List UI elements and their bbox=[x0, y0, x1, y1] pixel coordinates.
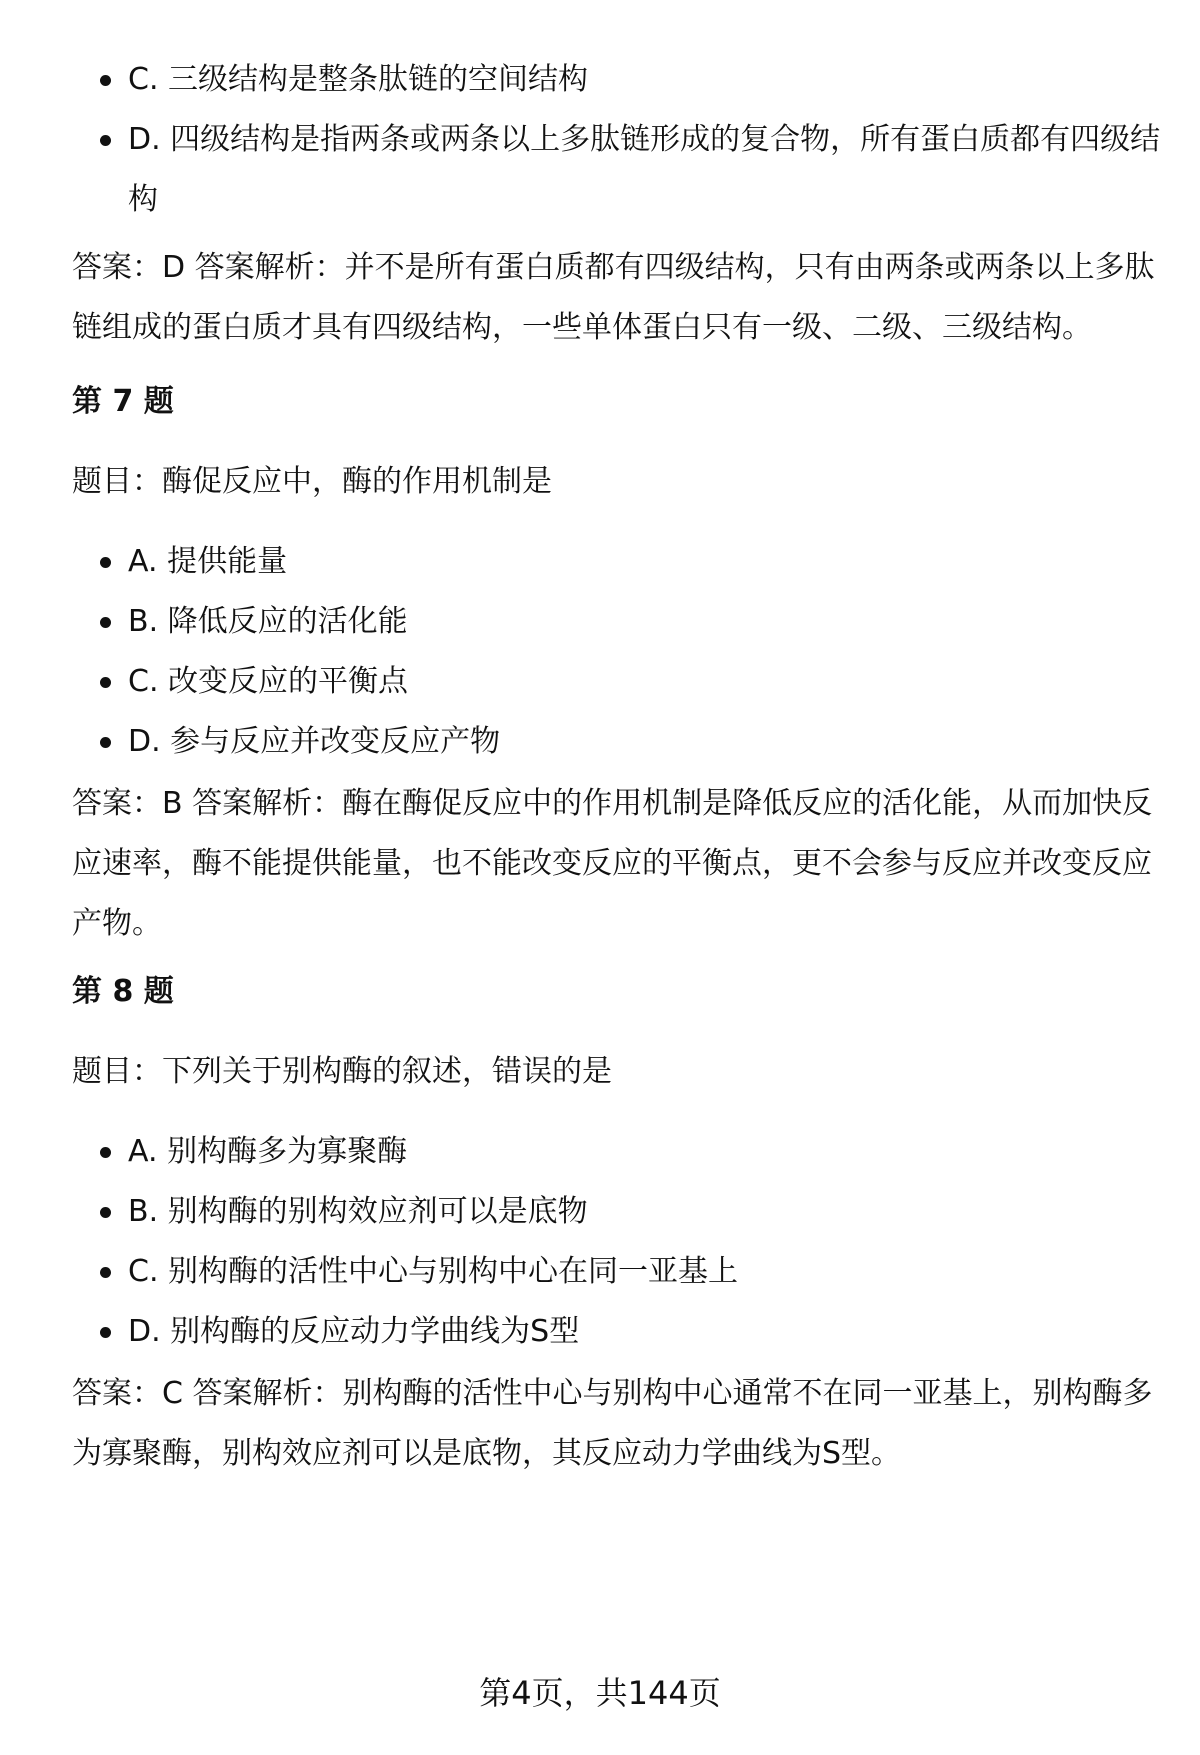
q7-option-a: A. 提供能量 bbox=[72, 532, 1162, 592]
page-footer: 第4页，共144页 bbox=[479, 1674, 721, 1712]
q8-question: 题目：下列关于别构酶的叙述，错误的是 bbox=[72, 1054, 612, 1089]
q7-option-c: C. 改变反应的平衡点 bbox=[72, 652, 1162, 712]
q7-option-d: D. 参与反应并改变反应产物 bbox=[72, 712, 1162, 772]
q7-question: 题目：酶促反应中，酶的作用机制是 bbox=[72, 464, 552, 499]
q8-option-b: B. 别构酶的别构效应剂可以是底物 bbox=[72, 1182, 1162, 1242]
q6-option-d: D. 四级结构是指两条或两条以上多肽链形成的复合物，所有蛋白质都有四级结构 bbox=[72, 110, 1162, 230]
q8-heading: 第 8 题 bbox=[72, 974, 174, 1009]
q8-options bbox=[72, 1122, 1162, 1362]
q7-answer: 答案：B 答案解析：酶在酶促反应中的作用机制是降低反应的活化能，从而加快反应速率，酶不能提供能量，也不能改变反应的平衡点，更不会参与反应并改变反应产物。 bbox=[72, 786, 1153, 941]
q6-answer: 答案：D 答案解析：并不是所有蛋白质都有四级结构，只有由两条或两条以上多肽链组成的蛋白质才具有四级结构，一些单体蛋白只有一级、二级、三级结构。 bbox=[72, 250, 1155, 345]
q8-option-a: A. 别构酶多为寡聚酶 bbox=[72, 1122, 1162, 1182]
q7-option-b: B. 降低反应的活化能 bbox=[72, 592, 1162, 652]
q8-option-c: C. 别构酶的活性中心与别构中心在同一亚基上 bbox=[72, 1242, 1162, 1302]
q6-options bbox=[72, 50, 1162, 230]
q8-option-d: D. 别构酶的反应动力学曲线为S型 bbox=[72, 1302, 1162, 1362]
q6-option-c: C. 三级结构是整条肽链的空间结构 bbox=[72, 50, 1162, 110]
q8-answer: 答案：C 答案解析：别构酶的活性中心与别构中心通常不在同一亚基上，别构酶多为寡聚酶，别构效应剂可以是底物，其反应动力学曲线为S型。 bbox=[72, 1376, 1153, 1471]
q7-heading: 第 7 题 bbox=[72, 384, 174, 419]
q7-options bbox=[72, 532, 1162, 772]
